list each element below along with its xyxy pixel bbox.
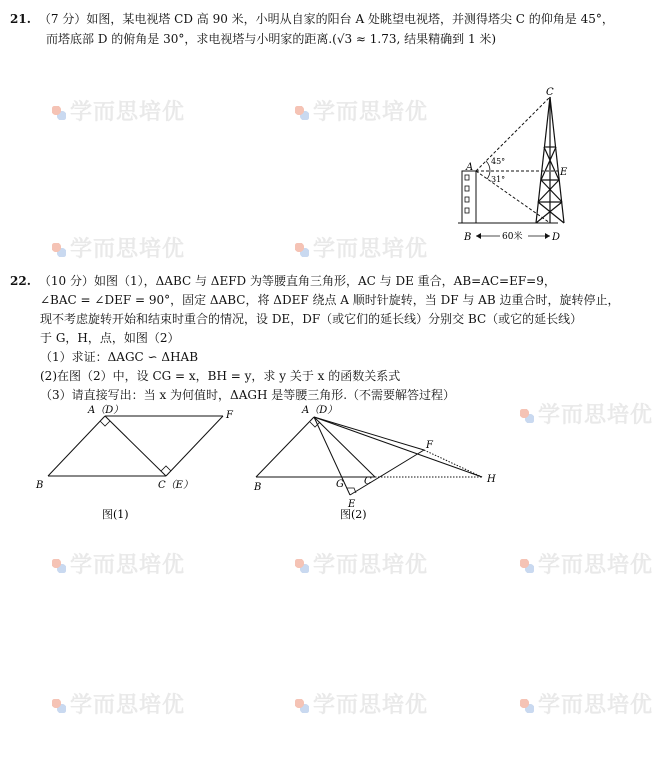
watermark-logo-icon <box>295 106 309 120</box>
q22-text-4: 于 G，H，点，如图（2） <box>40 331 180 345</box>
label-E: E <box>560 167 568 178</box>
angle-arc-up <box>486 161 490 171</box>
watermark: 学而思培优 <box>295 548 428 579</box>
q22-sub3-text: （3）请直接写出：当 x 为何值时，ΔAGH 是等腰三角形.（不需要解答过程） <box>40 388 456 402</box>
building-windows <box>465 175 469 213</box>
q22-sub1 <box>40 348 198 366</box>
q21-line2 <box>46 30 496 48</box>
q22-line3 <box>40 310 582 328</box>
label-AD: A（D） <box>88 405 124 416</box>
q21-line1 <box>10 10 614 28</box>
segment-AH <box>314 417 482 477</box>
q21-figure <box>440 85 600 250</box>
segment-FH-extension <box>424 450 482 477</box>
angle-down-label: 31° <box>491 175 506 184</box>
segment-EF <box>350 450 424 495</box>
q22-line2 <box>40 291 619 309</box>
q21-text-1: （7 分）如图，某电视塔 CD 高 90 米，小明从自家的阳台 A 处眺望电视塔，并测得塔尖 C 的仰角是 45°， <box>38 12 614 26</box>
watermark-logo-icon <box>520 409 534 423</box>
q22-number: 22. <box>10 274 31 288</box>
label-C: C <box>546 87 554 98</box>
label-F: F <box>226 410 233 421</box>
q22-text-2: ∠BAC = ∠DEF = 90°，固定 ΔABC，将 ΔDEF 绕点 A 顺时针旋转，当 DF 与 AB 边重合时，旋转停止， <box>40 293 620 307</box>
q22-line1 <box>10 272 556 290</box>
watermark: 学而思培优 <box>52 688 185 719</box>
fig2-caption: 图(2) <box>340 508 367 521</box>
label-B: B <box>464 232 472 243</box>
segment-AE <box>314 417 350 495</box>
q22-figure-2 <box>250 400 510 525</box>
watermark-logo-icon <box>52 243 66 257</box>
sight-line-up <box>476 97 550 171</box>
label-AD: A（D） <box>302 405 338 416</box>
label-D: D <box>552 232 561 243</box>
label-H: H <box>487 474 496 485</box>
arrow-left-icon <box>476 233 481 239</box>
label-B: B <box>254 482 262 493</box>
segment-AB <box>48 416 105 476</box>
q21-text-2: 而塔底部 D 的俯角是 30°，求电视塔与小明家的距离.(√3 ≈ 1.73, 结果精确到 1 米) <box>46 32 497 46</box>
label-C: C <box>364 476 372 487</box>
segment-AB <box>256 417 314 477</box>
watermark-logo-icon <box>295 559 309 573</box>
q21-number: 21. <box>10 12 31 26</box>
watermark-logo-icon <box>295 243 309 257</box>
segment-CF <box>166 416 223 476</box>
label-E: E <box>348 499 356 510</box>
tower <box>536 97 564 223</box>
arrow-right-icon <box>545 233 550 239</box>
watermark-logo-icon <box>295 699 309 713</box>
q22-text-3: 现不考虑旋转开始和结束时重合的情况，设 DE，DF（或它们的延长线）分别交 BC（或它的延长线） <box>40 312 583 326</box>
right-angle-A <box>100 421 110 426</box>
watermark: 学而思培优 <box>295 232 428 263</box>
label-A: A <box>466 162 474 173</box>
watermark-logo-icon <box>52 559 66 573</box>
q22-figure-1 <box>30 400 250 525</box>
label-G: G <box>336 479 344 490</box>
segment-AC <box>105 416 166 476</box>
q22-sub2-text: (2)在图（2）中，设 CG = x，BH = y，求 y 关于 x 的函数关系式 <box>40 369 401 383</box>
label-F: F <box>426 440 433 451</box>
angle-arc-down <box>487 171 490 179</box>
watermark: 学而思培优 <box>52 95 185 126</box>
watermark-logo-icon <box>52 106 66 120</box>
watermark: 学而思培优 <box>295 95 428 126</box>
watermark: 学而思培优 <box>295 688 428 719</box>
q22-text-1: （10 分）如图（1），ΔABC 与 ΔEFD 为等腰直角三角形，AC 与 DE 重合，AB=AC=EF=9， <box>38 274 556 288</box>
watermark: 学而思培优 <box>520 398 653 429</box>
watermark: 学而思培优 <box>52 232 185 263</box>
right-angle-C <box>161 466 171 471</box>
watermark: 学而思培优 <box>520 548 653 579</box>
watermark-logo-icon <box>520 559 534 573</box>
watermark-logo-icon <box>52 699 66 713</box>
fig1-caption: 图(1) <box>102 508 129 521</box>
label-B: B <box>36 480 44 491</box>
q22-line4 <box>40 329 180 347</box>
watermark-logo-icon <box>520 699 534 713</box>
q22-sub2 <box>40 367 400 385</box>
watermark: 学而思培优 <box>52 548 185 579</box>
label-CE: C（E） <box>158 480 193 491</box>
q22-sub1-text: （1）求证：ΔAGC ∽ ΔHAB <box>40 350 199 364</box>
angle-up-label: 45° <box>491 157 506 166</box>
distance-label: 60米 <box>502 232 523 242</box>
watermark: 学而思培优 <box>520 688 653 719</box>
